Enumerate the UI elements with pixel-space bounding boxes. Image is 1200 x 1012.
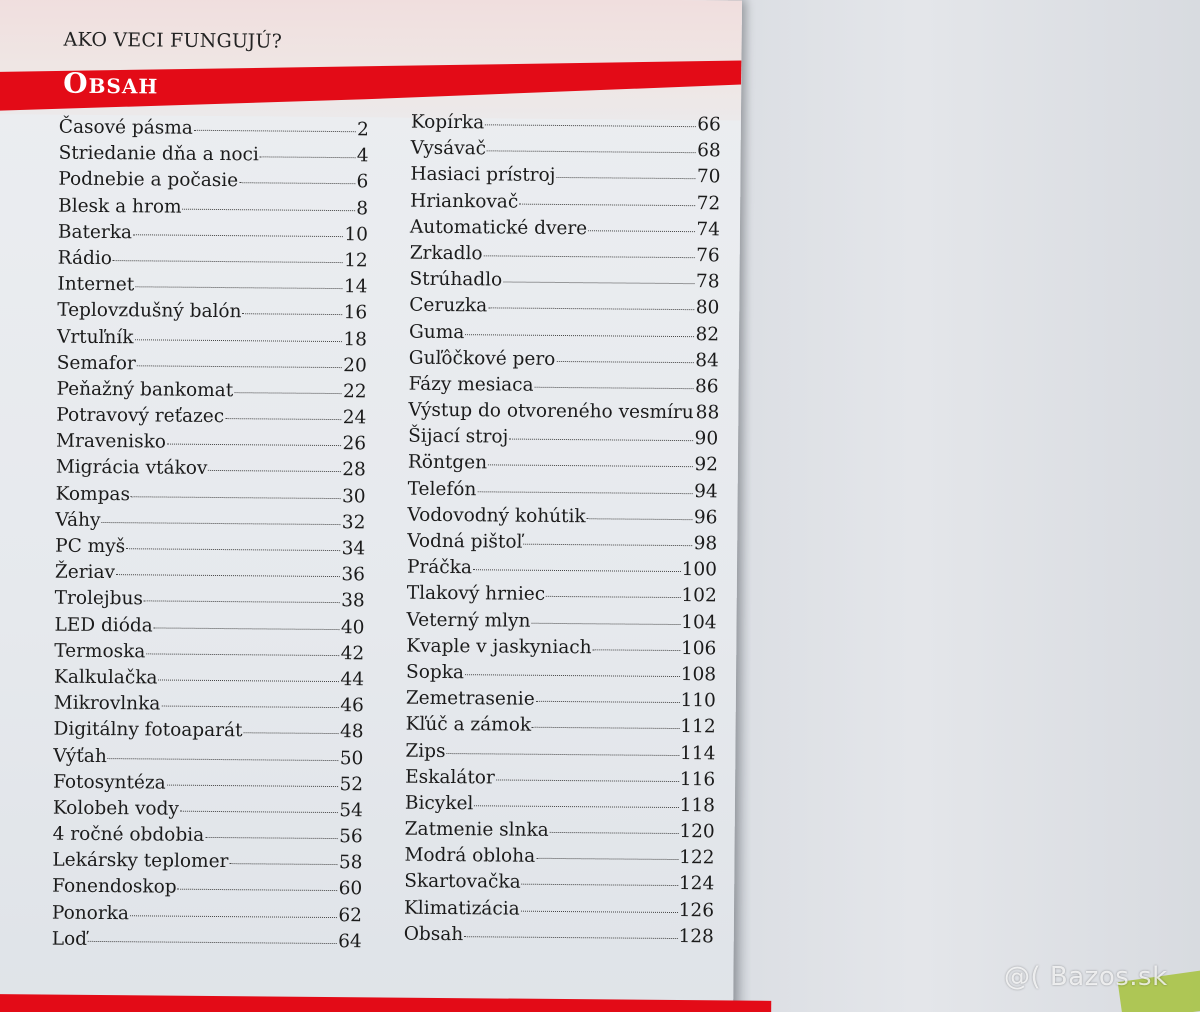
toc-entry [411, 138, 721, 167]
toc-entry-page: 34 [341, 538, 366, 560]
toc-entry-page: 112 [680, 716, 716, 738]
toc-entry-page: 74 [696, 218, 721, 241]
toc-entry-title: Kalkulačka [53, 666, 158, 689]
toc-entry-title: Teplovzdušný balón [57, 299, 242, 323]
toc-entry-title: Kľúč a zámok [405, 713, 532, 737]
toc-entry-page: 94 [694, 480, 718, 502]
toc-entry-title: Časové pásma [58, 116, 193, 139]
toc-entry-title: Guľôčkové pero [408, 347, 556, 370]
toc-entry-title: Veterný mlyn [406, 609, 531, 632]
toc-dot-leader [260, 157, 356, 159]
toc-entry-title: Kvaple v jaskyniach [406, 635, 592, 659]
toc-entry-page: 116 [679, 768, 716, 791]
toc-entry-title: Skartovačka [404, 871, 521, 894]
toc-entry-title: Váhy [55, 509, 101, 531]
toc-dot-leader [473, 569, 681, 572]
toc-entry [54, 614, 364, 643]
toc-dot-leader [587, 518, 693, 520]
toc-entry-title: Vrtuľník [56, 326, 134, 348]
toc-entry [55, 588, 365, 617]
toc-entry-page: 104 [681, 611, 717, 633]
toc-entry-title: Zemetrasenie [405, 687, 535, 710]
toc-entry-title: Hriankovač [410, 190, 519, 213]
toc-entry [409, 347, 719, 376]
toc-entry [55, 536, 365, 565]
toc-dot-leader [131, 496, 341, 499]
toc-entry-page: 124 [678, 873, 715, 895]
toc-entry [53, 771, 363, 800]
toc-entry-page: 78 [695, 271, 720, 293]
toc-entry [58, 143, 368, 172]
toc-entry-title: Digitálny fotoaparát [53, 718, 243, 742]
toc-entry-page: 8 [356, 197, 369, 219]
toc-entry-page: 50 [339, 747, 364, 769]
toc-entry [55, 562, 365, 591]
toc-dot-leader [593, 649, 680, 651]
toc-entry [404, 897, 714, 926]
toc-entry-page: 20 [343, 354, 367, 376]
toc-entry-title: Ceruzka [409, 294, 488, 317]
toc-entry-title: Hasiaci prístroj [410, 164, 556, 187]
toc-left-column [52, 117, 369, 958]
toc-entry [408, 478, 718, 507]
toc-entry [52, 928, 362, 957]
toc-entry-page: 90 [694, 428, 719, 450]
toc-entry-title: Mikrovlnka [53, 692, 161, 715]
toc-dot-leader [225, 418, 342, 420]
toc-entry [57, 274, 367, 303]
toc-entry-title: Internet [57, 273, 135, 296]
toc-entry-page: 102 [681, 585, 717, 607]
toc-entry [59, 117, 369, 146]
toc-entry-title: Fázy mesiaca [408, 373, 534, 396]
toc-dot-leader [477, 491, 693, 494]
toc-entry-page: 62 [338, 904, 363, 926]
toc-entry-page: 2 [356, 119, 369, 141]
toc-entry-page: 66 [697, 114, 721, 136]
toc-dot-leader [446, 753, 679, 756]
toc-entry [54, 640, 364, 669]
toc-entry-title: Vysávač [410, 137, 487, 160]
toc-entry-page: 38 [341, 590, 365, 612]
toc-entry-page: 22 [342, 380, 367, 403]
toc-entry-page: 114 [679, 742, 716, 764]
toc-entry-title: Trolejbus [54, 587, 144, 610]
toc-entry-title: Fotosyntéza [53, 771, 166, 794]
toc-entry-title: Kolobeh vody [52, 797, 179, 820]
toc-entry-title: Fonendoskop [52, 876, 177, 899]
toc-entry-page: 6 [356, 171, 369, 193]
toc-entry [57, 300, 367, 329]
toc-entry [408, 426, 718, 455]
toc-entry [58, 221, 368, 250]
toc-entry [55, 509, 365, 538]
toc-entry-page: 44 [340, 669, 365, 691]
toc-entry-title: Mravenisko [56, 430, 167, 453]
toc-entry-title: Modrá obloha [404, 844, 536, 868]
toc-entry [404, 871, 714, 900]
toc-entry-page: 32 [341, 511, 366, 534]
toc-entry [410, 190, 720, 219]
toc-dot-leader [161, 706, 339, 709]
toc-entry-title: Semafor [56, 352, 136, 374]
toc-dot-leader [113, 260, 343, 263]
toc-entry-page: 56 [339, 826, 363, 848]
toc-entry-title: Kopírka [410, 111, 485, 134]
toc-dot-leader [144, 601, 340, 604]
toc-entry [53, 719, 363, 748]
toc-entry-page: 98 [693, 533, 718, 555]
toc-dot-leader [465, 674, 680, 677]
toc-entry-title: Termoska [54, 640, 146, 663]
toc-entry [52, 850, 362, 879]
toc-entry-page: 106 [680, 637, 717, 660]
toc-entry [410, 216, 720, 245]
right-blank-page [728, 0, 1200, 1012]
toc-entry-title: Migrácia vtákov [55, 457, 208, 480]
toc-entry-title: Bicykel [404, 792, 474, 815]
toc-entry-page: 70 [696, 166, 721, 188]
toc-entry-title: Strúhadlo [409, 268, 503, 291]
toc-entry [56, 431, 366, 460]
toc-entry [408, 452, 718, 481]
toc-dot-leader [503, 282, 695, 285]
toc-dot-leader [108, 758, 339, 761]
toc-dot-leader [116, 574, 340, 577]
toc-entry [404, 923, 714, 952]
toc-entry-title: Zips [405, 740, 446, 762]
toc-dot-leader [474, 805, 678, 808]
toc-dot-leader [535, 387, 694, 389]
toc-dot-leader [536, 858, 678, 860]
series-title: AKO VECI FUNGUJÚ? [63, 28, 283, 53]
toc-dot-leader [205, 837, 338, 839]
toc-entry [56, 405, 366, 434]
toc-entry-title: Žeriav [54, 561, 116, 584]
toc-entry-title: Ponorka [51, 902, 130, 924]
toc-entry-title: Loď [51, 928, 88, 950]
toc-entry-title: Tlakový hrniec [406, 583, 546, 606]
toc-dot-leader [167, 784, 339, 786]
toc-entry-page: 10 [344, 223, 369, 246]
toc-entry [52, 902, 362, 931]
toc-entry [406, 714, 716, 743]
toc-entry-page: 18 [343, 328, 368, 350]
toc-entry-page: 76 [696, 245, 720, 267]
toc-dot-leader [588, 230, 695, 232]
toc-entry-title: Obsah [403, 923, 464, 945]
watermark: @( Bazos.sk [1004, 962, 1168, 992]
toc-entry-page: 14 [343, 276, 368, 298]
toc-entry-page: 86 [694, 376, 719, 398]
toc-entry-title: Sopka [406, 661, 465, 684]
toc-entry [56, 457, 366, 486]
toc-dot-leader [137, 365, 342, 368]
toc-dot-leader [464, 936, 677, 939]
toc-entry-page: 4 [356, 145, 369, 167]
toc-entry-page: 118 [679, 794, 716, 817]
toc-entry-title: Zrkadlo [409, 242, 483, 265]
toc-entry-page: 84 [695, 349, 719, 372]
toc-entry [404, 845, 714, 874]
toc-dot-leader [234, 392, 342, 394]
toc-dot-leader [243, 314, 343, 316]
toc-dot-leader [208, 470, 341, 472]
toc-entry-page: 92 [694, 454, 719, 476]
toc-entry-page: 40 [340, 616, 365, 638]
contents-heading: Obsah [63, 66, 159, 101]
toc-dot-leader [126, 548, 340, 551]
toc-entry-title: Blesk a hrom [58, 195, 182, 218]
toc-entry-title: Výťah [53, 745, 107, 767]
toc-dot-leader [243, 733, 339, 735]
toc-entry [58, 169, 368, 198]
toc-entry-page: 110 [680, 690, 716, 712]
toc-entry-title: 4 ročné obdobia [52, 823, 205, 846]
toc-entry [58, 195, 368, 224]
toc-entry-title: Striedanie dňa a noci [58, 142, 259, 166]
toc-dot-leader [488, 308, 695, 311]
toc-entry-page: 108 [680, 663, 717, 686]
toc-entry-title: Výstup do otvoreného vesmíru [408, 399, 694, 424]
toc-entry-title: Potravový reťazec [56, 404, 225, 428]
toc-dot-leader [133, 234, 343, 237]
toc-entry-page: 52 [339, 773, 364, 795]
toc-dot-leader [88, 941, 337, 944]
toc-dot-leader [229, 863, 337, 865]
toc-entry [406, 688, 716, 717]
toc-dot-leader [488, 465, 693, 468]
toc-entry-title: Röntgen [407, 452, 488, 474]
toc-entry-page: 46 [340, 695, 364, 717]
toc-dot-leader [484, 255, 696, 258]
toc-entry-page: 100 [681, 559, 718, 581]
toc-entry [407, 531, 717, 560]
toc-entry-title: Klimatizácia [403, 897, 520, 920]
toc-dot-leader [487, 151, 696, 154]
toc-right-column [404, 112, 721, 953]
toc-entry-page: 26 [342, 433, 367, 455]
toc-entry-page: 82 [695, 323, 720, 345]
toc-dot-leader [180, 811, 338, 813]
toc-entry-title: Podnebie a počasie [58, 168, 239, 192]
toc-entry-title: Peňažný bankomat [56, 378, 234, 402]
toc-entry [405, 819, 715, 848]
toc-dot-leader [154, 627, 340, 630]
toc-entry-page: 120 [679, 821, 715, 843]
toc-dot-leader [485, 124, 696, 127]
toc-entry [408, 374, 718, 403]
toc-entry-page: 16 [343, 302, 368, 324]
toc-entry [57, 352, 367, 381]
toc-entry-page: 72 [696, 192, 721, 214]
toc-entry [57, 326, 367, 355]
toc-dot-leader [532, 727, 679, 729]
toc-dot-leader [546, 596, 680, 598]
toc-entry [58, 248, 368, 277]
toc-dot-leader [194, 130, 356, 132]
toc-entry-title: Vodná pištoľ [407, 530, 523, 553]
toc-entry-page: 30 [341, 485, 366, 507]
toc-entry [408, 400, 718, 429]
toc-entry [407, 583, 717, 612]
toc-entry-page: 58 [338, 852, 363, 874]
toc-entry-page: 64 [338, 930, 362, 953]
toc-entry-page: 122 [679, 847, 715, 869]
toc-dot-leader [496, 779, 679, 782]
toc-dot-leader [550, 832, 679, 834]
toc-entry-title: Lekársky teplomer [52, 849, 229, 873]
toc-entry [53, 797, 363, 826]
toc-dot-leader [135, 286, 343, 289]
toc-entry [54, 693, 364, 722]
toc-dot-leader [130, 915, 337, 918]
toc-entry [56, 483, 366, 512]
toc-entry-page: 24 [342, 407, 367, 429]
toc-entry-page: 36 [341, 564, 366, 586]
toc-dot-leader [519, 203, 695, 206]
toc-entry-page: 54 [339, 799, 363, 822]
toc-dot-leader [158, 679, 339, 682]
toc-entry-title: Eskalátor [405, 766, 495, 789]
toc-dot-leader [101, 522, 340, 525]
toc-dot-leader [146, 653, 339, 656]
toc-dot-leader [465, 334, 694, 337]
toc-entry-page: 48 [339, 721, 364, 743]
toc-entry-page: 96 [693, 506, 718, 529]
toc-dot-leader [531, 622, 680, 624]
red-footer-band [0, 994, 771, 1012]
toc-dot-leader [167, 444, 342, 447]
toc-entry-title: Kompas [55, 483, 131, 505]
toc-entry-title: LED dióda [54, 614, 153, 637]
toc-dot-leader [522, 884, 678, 886]
toc-entry-page: 128 [678, 925, 714, 948]
toc-entry-title: Šijací stroj [408, 425, 509, 448]
toc-entry [406, 662, 716, 691]
toc-entry [409, 321, 719, 350]
toc-entry [406, 609, 716, 638]
toc-entry [409, 269, 719, 298]
toc-entry-page: 60 [338, 878, 363, 900]
toc-entry-title: Baterka [57, 221, 133, 243]
toc-entry [406, 635, 716, 664]
toc-entry [411, 112, 721, 141]
toc-entry-title: Automatické dvere [409, 216, 588, 239]
toc-entry-title: Telefón [407, 478, 477, 500]
toc-entry [53, 824, 363, 853]
toc-dot-leader [183, 208, 356, 211]
toc-dot-leader [239, 183, 355, 185]
toc-dot-leader [536, 701, 680, 703]
toc-entry [407, 504, 717, 533]
toc-entry-page: 42 [340, 642, 365, 665]
toc-dot-leader [509, 439, 693, 442]
toc-entry-page: 28 [342, 459, 366, 481]
toc-entry-page: 88 [695, 402, 720, 424]
toc-entry [409, 295, 719, 324]
toc-entry [405, 793, 715, 822]
toc-dot-leader [521, 910, 678, 912]
toc-dot-leader [556, 177, 695, 179]
toc-entry [407, 557, 717, 586]
toc-entry [52, 876, 362, 905]
toc-entry-title: Práčka [406, 556, 473, 579]
toc-entry-page: 68 [697, 140, 721, 162]
toc-entry-title: Guma [408, 321, 465, 343]
toc-entry [410, 164, 720, 193]
toc-entry-title: Rádio [57, 247, 113, 270]
toc-dot-leader [135, 339, 343, 342]
toc-dot-leader [523, 544, 692, 546]
toc-entry [54, 667, 364, 696]
toc-dot-leader [178, 889, 338, 891]
toc-entry [410, 243, 720, 272]
toc-entry-page: 12 [344, 250, 368, 272]
toc-entry-title: Vodovodný kohútik [407, 504, 586, 528]
toc-entry [405, 766, 715, 795]
toc-entry [56, 378, 366, 407]
toc-entry-page: 80 [695, 297, 720, 319]
toc-entry-page: 126 [678, 899, 715, 921]
toc-dot-leader [556, 361, 694, 363]
toc-entry-title: PC myš [55, 535, 126, 558]
toc-entry [405, 740, 715, 769]
toc-entry-title: Zatmenie slnka [404, 818, 549, 841]
toc-entry [53, 745, 363, 774]
